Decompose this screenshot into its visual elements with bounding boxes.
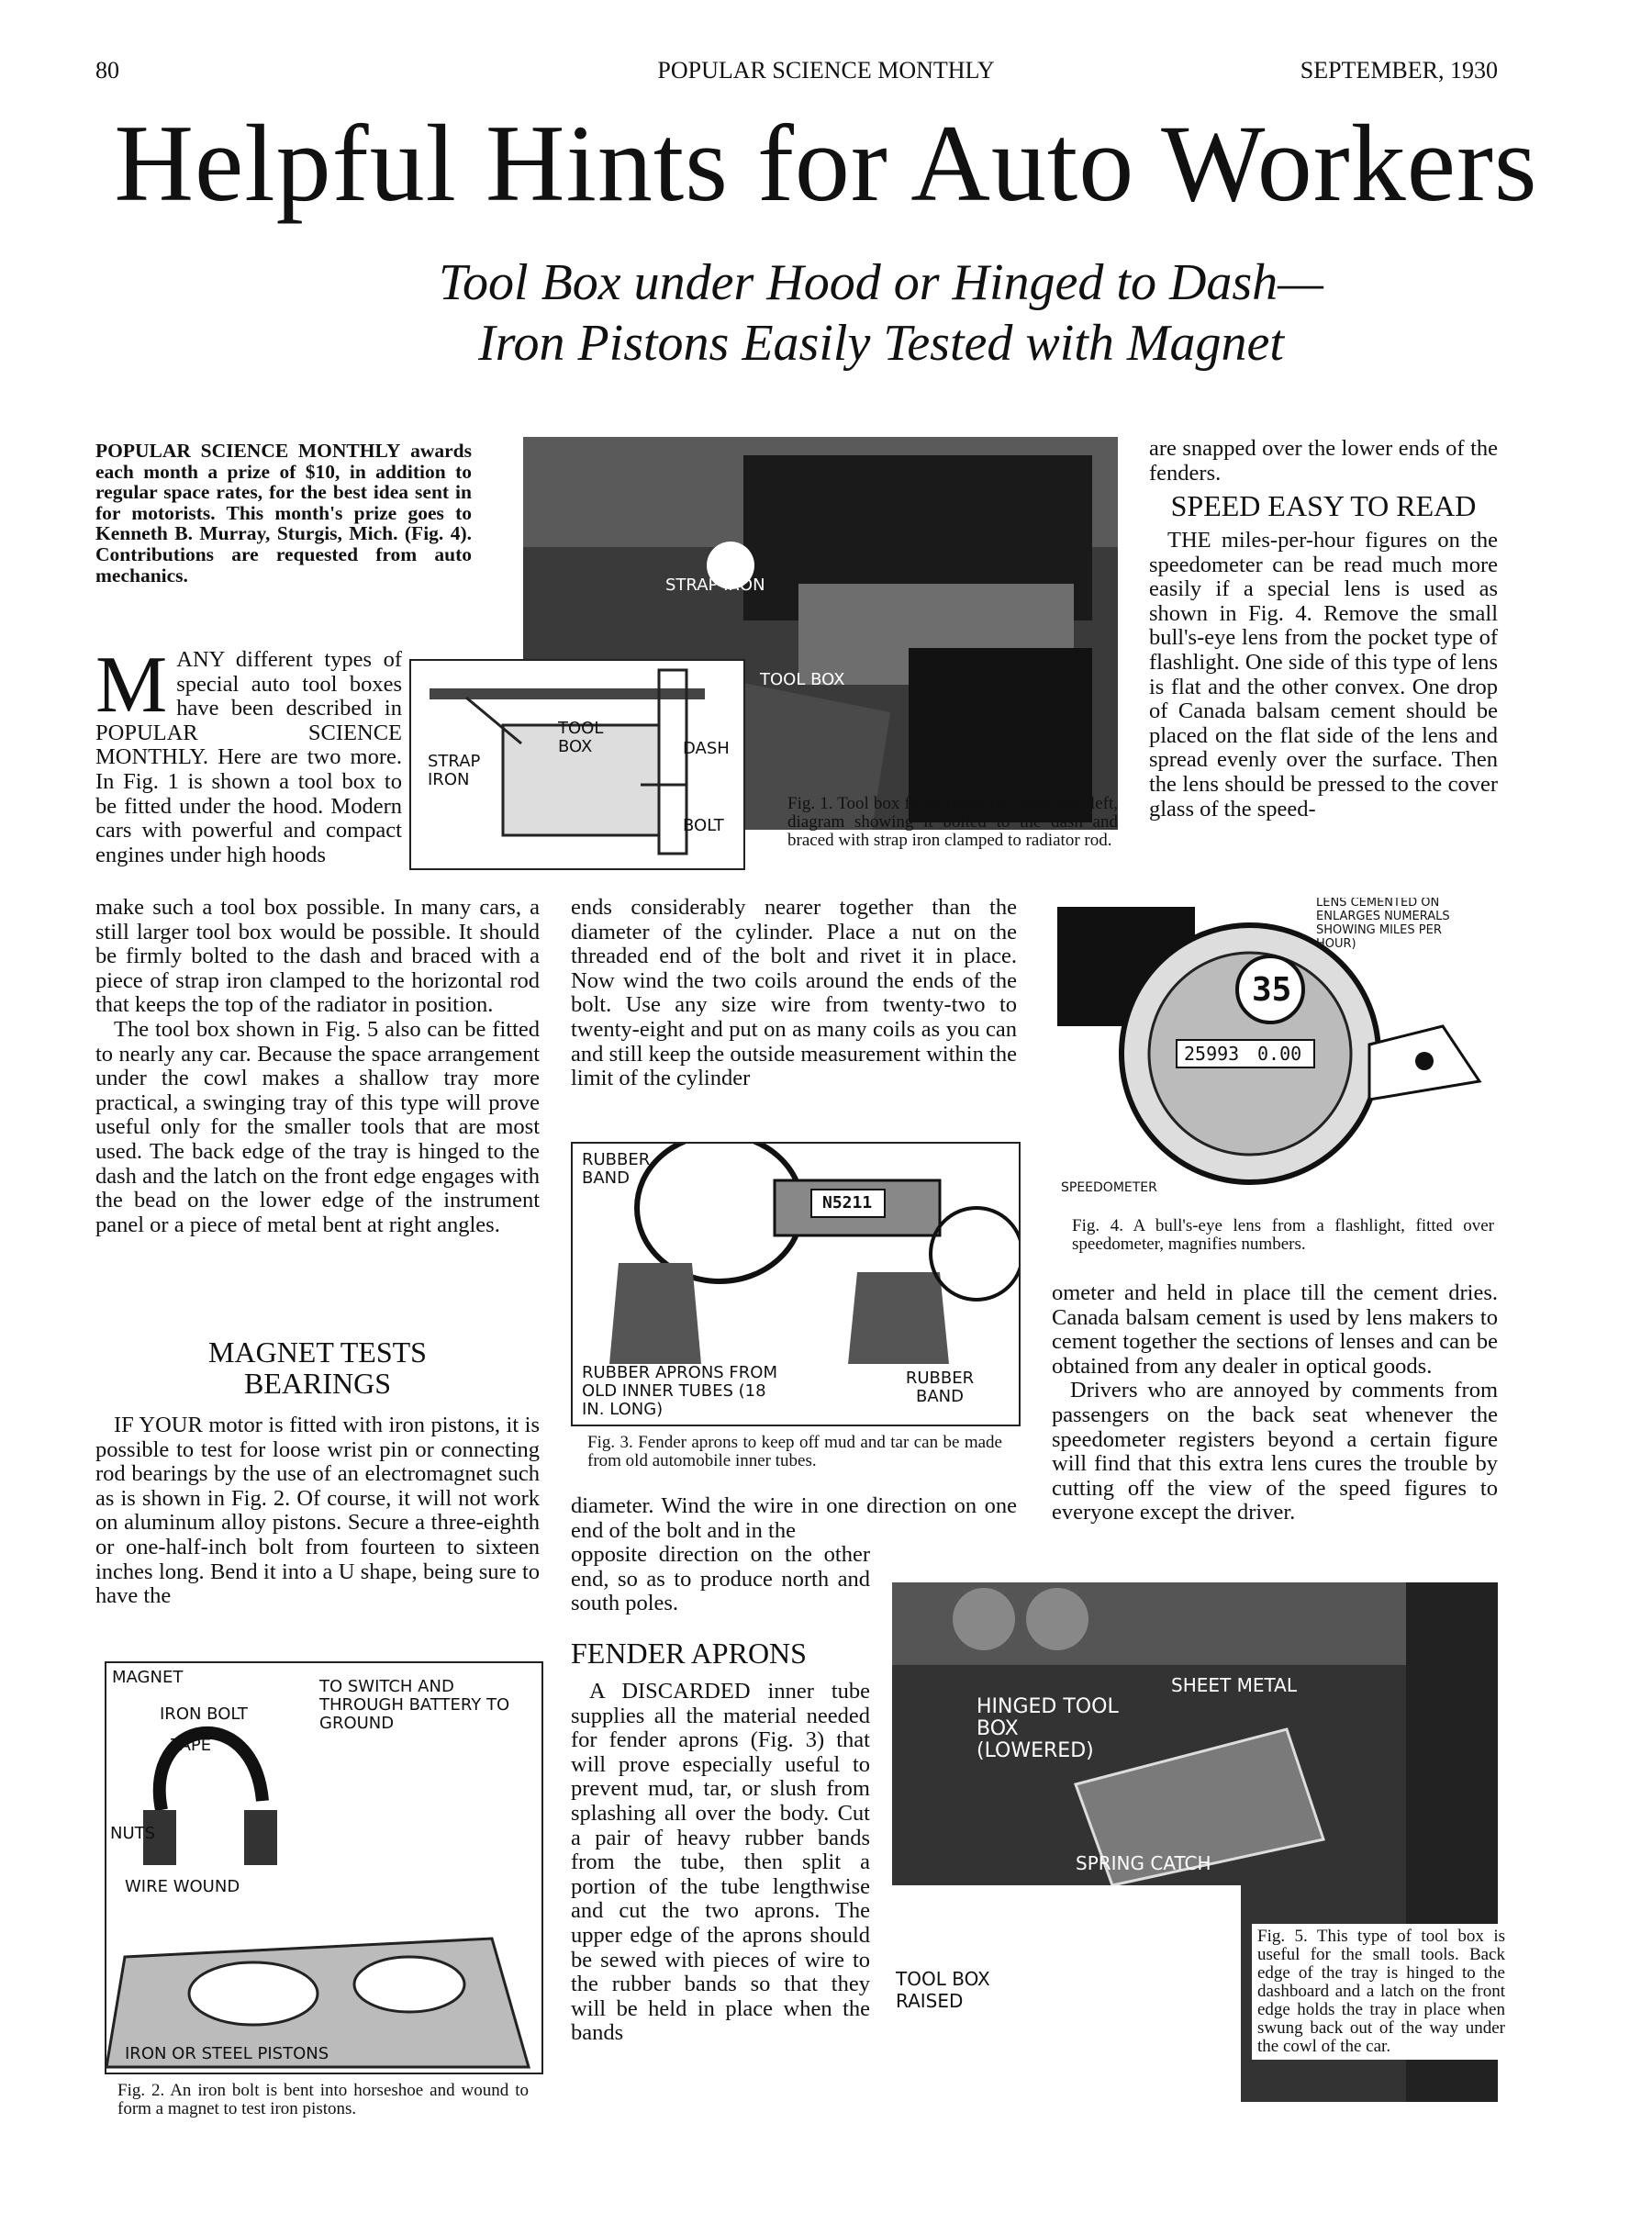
speed-continued (1052, 1281, 1498, 1525)
magnet-text: motor is fitted with iron pistons, it is possible to test for loose wrist pin or connecting rod bearings by the use of an electromagnet such as is shown in Fig. 2. Of course, it will not work on aluminum alloy pistons. Secure a three-eighth or one-half-inch bolt from fourteen to sixteen inches long. Bend it into a U shape, being sure to have the (95, 1413, 541, 1609)
prize-lead: POPULAR SCIENCE MONTHLY (95, 440, 401, 462)
fig1-label-strap-iron: STRAP IRON (665, 576, 765, 595)
fig1-diagram-label-bolt: BOLT (683, 816, 724, 835)
subtitle-line-1: Tool Box under Hood or Hinged to Dash— (439, 254, 1323, 311)
heading-fender: FENDER APRONS (571, 1637, 807, 1670)
license-plate: N5211 (822, 1193, 873, 1212)
right-column-top (1149, 437, 1498, 486)
drop-cap: M (95, 641, 168, 730)
fig5-label-hinged: HINGED TOOL BOX (LOWERED) (977, 1695, 1119, 1762)
fig2-label-switch: TO SWITCH AND THROUGH BATTERY TO GROUND (319, 1677, 510, 1733)
speed-paragraph (1149, 529, 1498, 821)
speed-numeral: 35 (1252, 971, 1292, 1009)
fig1-diagram-label-strap-iron: STRAP IRON (428, 752, 481, 789)
middle-diameter-line (571, 1494, 1017, 1543)
speed-para-2: Drivers who are annoyed by comments from passengers on the back seat whenever the speedometer registers beyond a certain figure will find that this extra lens cures the trouble by cutting off the view of the speed figures to everyone except the driver. (1052, 1378, 1498, 1525)
prize-text: awards each month a prize of $10, in addition to regular space rates, for the best idea sent in for motorists. This month's prize goes to Kenneth B. Murray, Sturgis, Mich. (Fig. 4). Contributions are requested from auto mechanics. (95, 440, 472, 587)
fig1-diagram-label-dash: DASH (683, 739, 730, 758)
fig5-label-sheet-metal: SHEET METAL (1171, 1674, 1297, 1696)
fig4-label-lens: LENS CEMENTED ON ENLARGES NUMERALS SHOWING MILES PER HOUR) (1316, 898, 1450, 951)
running-head: POPULAR SCIENCE MONTHLY (657, 57, 995, 84)
fig1-label-tool-box: TOOL BOX (760, 670, 845, 689)
odometer-reading: 25993 (1184, 1043, 1240, 1065)
fig4-caption: Fig. 4. A bull's-eye lens from a flashlight, fitted over speedometer, magnifies numbers. (1072, 1216, 1494, 1254)
fig3-label-rubber-band-top: RUBBER BAND (582, 1150, 651, 1188)
fig2-label-magnet: MAGNET (112, 1668, 184, 1687)
fig2-label-wire-wound: WIRE WOUND (125, 1877, 240, 1896)
magnet-lead: IF YOUR (114, 1413, 203, 1437)
trip-reading: 0.00 (1257, 1043, 1302, 1065)
middle-paragraph: ends considerably nearer together than the diameter of the cylinder. Place a nut on the threaded end of the bolt and rivet it in place. Now wind the two coils around the ends of the bolt. Use any size wire from twenty-two to twenty-eight and put on as many coils as you can and still keep the outside measurement within the limit of the cylinder (571, 895, 1017, 1091)
fig2-label-nuts: NUTS (110, 1824, 156, 1843)
fig1-diagram-label-tool-box: TOOL BOX (558, 719, 604, 756)
fender-paragraph (571, 1680, 870, 2046)
fig2-label-tape: TAPE (171, 1736, 212, 1755)
fig4-label-speedometer: SPEEDOMETER (1061, 1180, 1157, 1195)
paragraph-fig5: The tool box shown in Fig. 5 also can be fitted to nearly any car. Because the space arrangement under the cowl makes a shallow tray more practical, a swinging tray of this type will prove useful only for the smaller tools that are most used. The back edge of the tray is hinged to the dash and the latch on the front edge engages with the bead on the lower edge of the instrument panel or a piece of metal bent at right angles. (95, 1016, 540, 1237)
fig5-caption: Fig. 5. This type of tool box is useful for the small tools. Back edge of the tray is hinged to the dashboard and a latch on the front edge holds the tray in place when swung back out of the way under the cowl of the car. (1252, 1924, 1505, 2060)
middle-paragraph-2-wide: diameter. Wind the wire in one direction on one end of the bolt and in the (571, 1493, 1017, 1543)
heading-magnet-text: MAGNET TESTS BEARINGS (208, 1335, 427, 1400)
issue-date: SEPTEMBER, 1930 (1300, 57, 1498, 84)
magnet-paragraph (95, 1414, 540, 1609)
page-number: 80 (95, 57, 119, 84)
fig3-caption: Fig. 3. Fender aprons to keep off mud and tar can be made from old automobile inner tubes. (587, 1433, 1002, 1470)
fig2-diagram (105, 1661, 543, 2074)
fig3-illustration (571, 1142, 1021, 1426)
speed-text: miles-per-hour figures on the speedometer can be read much more easily if a special lens is used as shown in Fig. 4. Remove the small bull's-eye lens from the pocket type of flashlight. One side of this type of lens is flat and the other convex. One drop of Canada balsam cement should be placed on the flat side of the lens and spread evenly over the surface. Then the lens should be pressed to the cover glass of the speed- (1149, 528, 1498, 821)
right-top-text: are snapped over the lower ends of the fenders. (1149, 436, 1498, 486)
fig2-label-iron-bolt: IRON BOLT (160, 1704, 248, 1724)
middle-paragraph-2-narrow: opposite direction on the other end, so as to produce north and south poles. (571, 1542, 870, 1616)
fig5-label-spring-catch: SPRING CATCH (1076, 1852, 1211, 1874)
left-column (95, 896, 540, 1237)
fig1-diagram (409, 659, 745, 870)
fig2-label-pistons: IRON OR STEEL PISTONS (125, 2044, 329, 2063)
fig5-label-raised: TOOL BOX RAISED (896, 1968, 990, 2012)
fig2-caption: Fig. 2. An iron bolt is bent into horseshoe and wound to form a magnet to test iron pistons. (117, 2081, 529, 2118)
heading-magnet (95, 1336, 540, 1399)
middle-column-top (571, 896, 1017, 1091)
fig3-label-aprons: RUBBER APRONS FROM OLD INNER TUBES (18 IN. LONG) (582, 1363, 777, 1419)
subtitle-line-2: Iron Pistons Easily Tested with Magnet (478, 315, 1284, 372)
fender-lead: A DISCARDED (589, 1679, 751, 1704)
fig4-illustration (1057, 898, 1498, 1210)
heading-speed: SPEED EASY TO READ (1170, 489, 1477, 522)
fig3-label-rubber-band-bottom: RUBBER BAND (905, 1369, 975, 1406)
speed-cont-text: ometer and held in place till the cement dries. Canada balsam cement is used by lens makers to cement together the sections of lenses and can be obtained from any dealer in optical goods. (1052, 1280, 1498, 1379)
intro-paragraph (95, 641, 402, 867)
fig1-caption: Fig. 1. Tool box fitted under the hood and, left, diagram showing it bolted to the dash and braced with strap iron clamped to radiator rod. (787, 794, 1118, 850)
prize-notice (95, 441, 472, 586)
middle-narrow-block (571, 1543, 870, 1616)
page-title: Helpful Hints for Auto Workers (114, 102, 1538, 224)
intro-text-full: make such a tool box possible. In many cars, a still larger tool box would be possible. It should be firmly bolted to the dash and braced with a piece of strap iron clamped to the horizontal rod that keeps the top of the radiator in position. (95, 895, 540, 1018)
speed-lead: THE (1167, 528, 1211, 553)
fender-text: inner tube supplies all the material needed for fender aprons (Fig. 3) that will prove especially useful to prevent mud, tar, or slush from splashing all over the body. Cut a pair of heavy rubber bands from the tube, then split a portion of the tube lengthwise and cut the two aprons. The upper edge of the aprons should be sewed with pieces of wire to the rubber bands so that they will be held in place when the bands (571, 1679, 871, 2046)
intro-text-wrapped: ANY different types of special auto tool boxes have been described in POPULAR SCIENCE MONTHLY. Here are two more. In Fig. 1 is shown a tool box to be fitted under the hood. Modern cars with powerful and compact engines under high hoods (95, 647, 402, 867)
